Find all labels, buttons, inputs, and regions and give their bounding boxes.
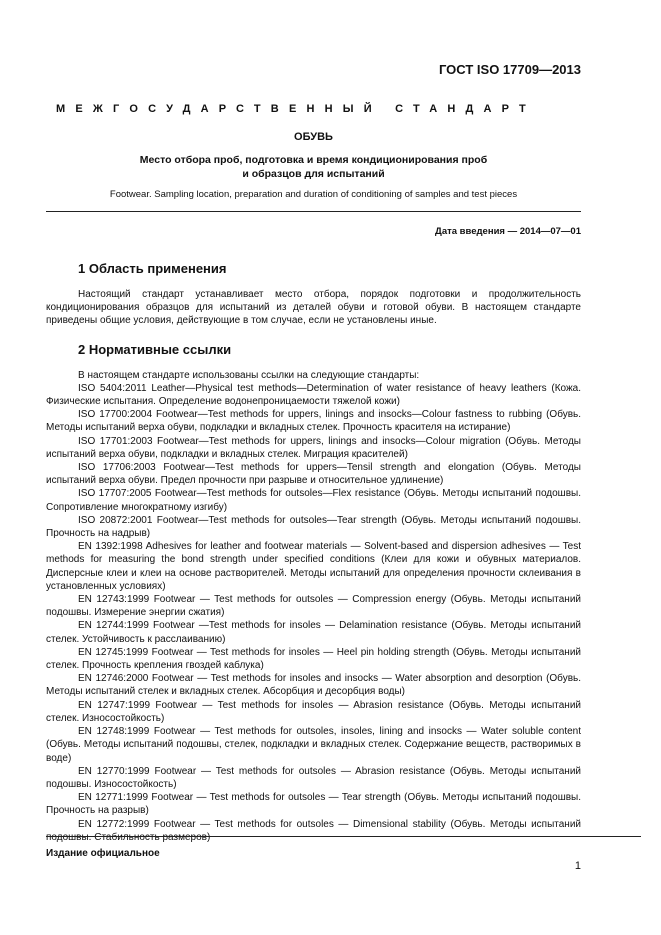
standard-id: ГОСТ ISO 17709—2013 <box>438 62 581 77</box>
reference-item: EN 1392:1998 Adhesives for leather and footwear materials — Solvent-based and dispersion adhesives — Test methods for measuring the bond strength under specified conditions (Клеи для кожи и обувных материалов. Дисперсные клеи и клеи на основе растворителей. Методы испытаний для определения прочности склеивания в установленных условиях) <box>46 541 581 592</box>
document-title: ОБУВЬ <box>294 131 333 143</box>
reference-item: EN 12772:1999 Footwear — Test methods for outsoles — Dimensional stability (Обувь. Методы испытаний подошвы. Стабильность размеров) <box>46 818 581 843</box>
reference-item: EN 12770:1999 Footwear — Test methods for outsoles — Abrasion resistance (Обувь. Методы испытаний подошвы. Износостойкость) <box>46 765 581 790</box>
scope-paragraph: Настоящий стандарт устанавливает место отбора, порядок подготовки и продолжительность кондиционирования образцов для испытаний из деталей обуви и готовой обуви. В настоящем стандарте приведены общие условия, действующие в том случае, если не установлены иные. <box>46 289 581 327</box>
reference-item: ISO 17707:2005 Footwear—Test methods for outsoles—Flex resistance (Обувь. Методы испытаний подошвы. Сопротивление многократному изгибу) <box>46 488 581 513</box>
section-heading-references: 2 Нормативные ссылки <box>78 341 232 357</box>
references-intro: В настоящем стандарте использованы ссылки на следующие стандарты: <box>78 369 420 381</box>
reference-item: EN 12771:1999 Footwear — Test methods for outsoles — Tear strength (Обувь. Методы испытаний подошвы. Прочность на разрыв) <box>46 792 581 817</box>
introduction-date: Дата введения — 2014—07—01 <box>435 226 581 237</box>
title-block <box>46 131 581 200</box>
page-number: 1 <box>574 860 581 872</box>
reference-item: ISO 17700:2004 Footwear—Test methods for uppers, linings and insocks—Colour fastness to rubbing (Обувь. Методы испытаний верха обуви, подкладки и вкладных стелек. Прочность красителя на истирание) <box>46 409 581 434</box>
reference-item: ISO 5404:2011 Leather—Physical test methods—Determination of water resistance of heavy leathers (Кожа. Физические испытания. Определение водонепроницаемости тяжелой кожи) <box>46 382 581 408</box>
reference-item: ISO 20872:2001 Footwear—Test methods for outsoles—Tear strength (Обувь. Методы испытаний подошвы. Прочность на надрыв) <box>46 514 581 540</box>
reference-item: EN 12748:1999 Footwear — Test methods for outsoles, insoles, lining and insocks — Water soluble content (Обувь. Методы испытаний подошвы, стелек, подкладки и вкладных стелек. Содержание веществ, растворимых в воде) <box>46 726 581 764</box>
reference-item: ISO 17701:2003 Footwear—Test methods for uppers, linings and insocks—Colour migration (Обувь. Методы испытаний верха обуви, подкладки и вкладных стелек. Миграция красителей) <box>46 435 581 460</box>
reference-item: EN 12745:1999 Footwear — Test methods for insoles — Heel pin holding strength (Обувь. Методы испытаний стелек. Прочность крепления гвоздей каблука) <box>46 646 581 672</box>
document-subtitle <box>46 153 581 181</box>
references-list <box>46 369 581 844</box>
edition-label: Издание официальное <box>46 848 160 859</box>
english-title: Footwear. Sampling location, preparation and duration of conditioning of samples and test pieces <box>109 189 518 200</box>
reference-item: EN 12744:1999 Footwear —Test methods for insoles — Delamination resistance (Обувь. Методы испытаний стелек. Устойчивость к расслаиванию) <box>46 620 581 645</box>
reference-item: EN 12743:1999 Footwear — Test methods for outsoles — Compression energy (Обувь. Методы испытаний подошвы. Измерение энергии сжатия) <box>46 594 581 619</box>
reference-item: EN 12747:1999 Footwear — Test methods for insoles — Abrasion resistance (Обувь. Методы испытаний стелек. Износостойкость) <box>46 699 581 724</box>
interstate-standard-label: МЕЖГОСУДАРСТВЕННЫЙ СТАНДАРТ <box>56 103 536 115</box>
section-heading-scope: 1 Область применения <box>78 261 227 276</box>
reference-item: EN 12746:2000 Footwear — Test methods for insoles and insocks — Water absorption and desorption (Обувь. Методы испытаний стелек и вкладных стелек. Абсорбция и десорбция воды) <box>46 673 581 698</box>
subtitle-line-2: и образцов для испытаний <box>242 168 385 180</box>
title-divider <box>46 211 581 212</box>
subtitle-line-1: Место отбора проб, подготовка и время кондиционирования проб <box>139 154 488 166</box>
footer-divider <box>46 836 641 837</box>
reference-item: ISO 17706:2003 Footwear—Test methods for uppers—Tensil strength and elongation (Обувь. Методы испытаний верха обуви. Предел прочности при разрыве и относительное удлинение) <box>46 462 581 487</box>
